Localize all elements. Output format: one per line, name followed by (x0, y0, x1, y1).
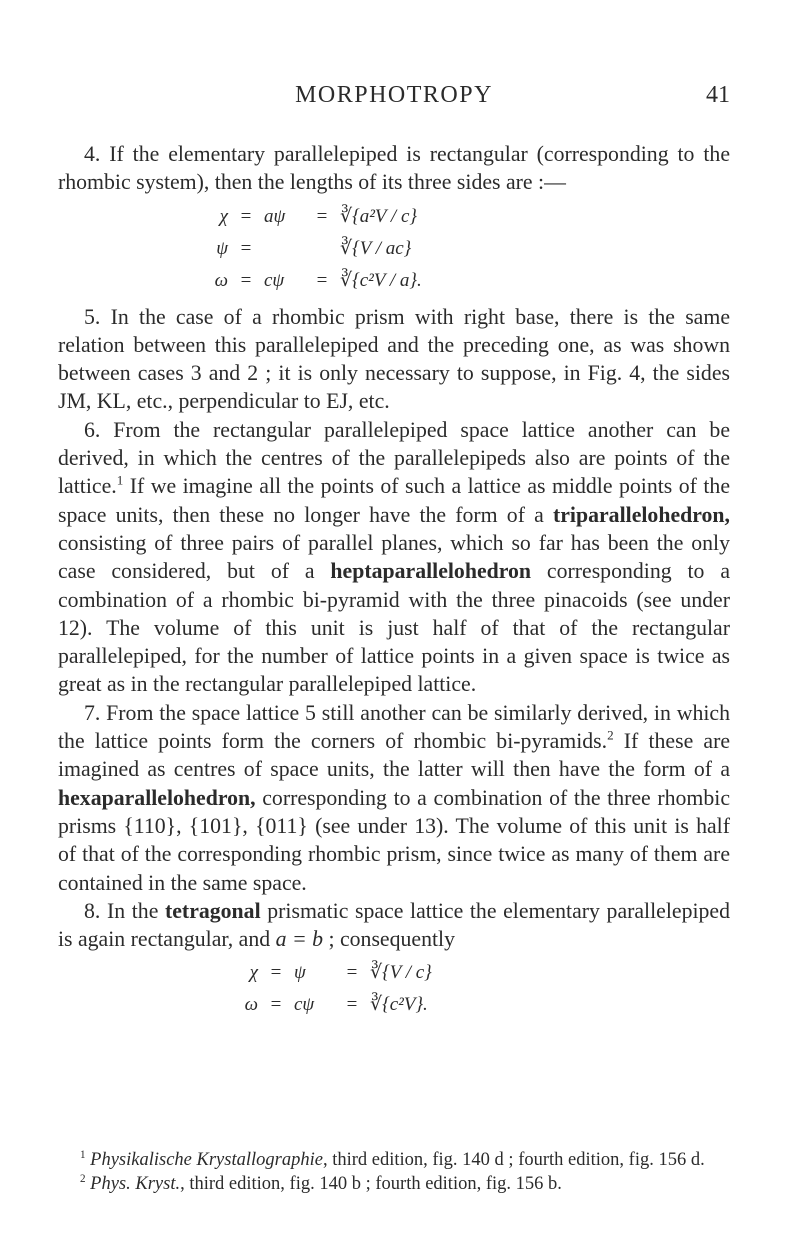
eq-rhs: ∛{a²V / c} (340, 205, 417, 227)
paragraph-5: 5. In the case of a rhombic prism with right base, there is the same relation between this parallelepiped and the preceding one, as was shown between cases 3 and 2 ; it is only necessary to suppose, in Fig. 4, the sides JM, KL, etc., perpendicular to EJ, etc. (58, 304, 730, 414)
footnote-title: Phys. Kryst. (90, 1174, 181, 1194)
eq-mid: ψ (294, 962, 306, 984)
eq-rhs: ∛{V / ac} (340, 237, 412, 259)
footnotes (58, 1148, 730, 1196)
equation-row (58, 201, 730, 233)
text-run: consisting of three pairs of parallel planes, which so far has been the only case considered, but of a (58, 530, 730, 584)
eq-lhs: ψ (216, 237, 228, 259)
equation-row (58, 233, 730, 265)
eq-op: = (240, 269, 252, 291)
footnote-ref: 2 (607, 727, 614, 743)
paragraph-8 (58, 897, 730, 954)
footnote-1 (58, 1148, 730, 1172)
eq-op: = (346, 962, 358, 984)
paragraph-4: 4. If the elementary parallelepiped is rectangular (corresponding to the rhombic system), then the lengths of its three sides are :— (58, 142, 730, 195)
eq-op: = (270, 994, 282, 1016)
equation-set-2 (58, 957, 730, 1021)
eq-op: = (240, 237, 252, 259)
equation-row (58, 989, 730, 1021)
text-run: If these are imagined as centres of space units, the latter will then have the form of a (58, 729, 730, 782)
eq-op: = (240, 205, 252, 227)
eq-op: = (346, 994, 358, 1016)
equation-set-1 (58, 201, 730, 297)
eq-op: = (316, 205, 328, 227)
eq-rhs: ∛{V / c} (370, 962, 432, 984)
equation-row (58, 957, 730, 989)
footnote-title: Physikalische Krystallographie (90, 1150, 323, 1170)
eq-op: = (270, 962, 282, 984)
text-run: ; consequently (323, 927, 455, 952)
equation-row (58, 265, 730, 297)
footnote-mark: 1 (80, 1148, 86, 1161)
text-run: If we imagine all the points of such a lattice as middle points of the space units, then these no longer have the form of a (58, 474, 730, 527)
footnote-ref: 1 (116, 473, 124, 489)
eq-rhs: ∛{c²V}. (370, 994, 428, 1016)
footnote-2 (58, 1172, 730, 1196)
eq-rhs: ∛{c²V / a}. (340, 269, 422, 291)
eq-lhs: χ (219, 205, 228, 227)
running-head: MORPHOTROPY (295, 82, 493, 108)
condition: a = b (275, 927, 324, 952)
text-run: 6. From the rectangular parallelepiped space lattice another can be derived, in which the centres of the parallelepipeds also are points of the lattice. (58, 417, 730, 499)
eq-lhs: ω (214, 269, 228, 291)
term-hexaparallelohedron: hexaparallelohedron, (58, 785, 256, 810)
eq-lhs: χ (249, 962, 258, 984)
text-run: corresponding to a combination of the three rhombic prisms {110}, {101}, {011} (see under 13). The volume of this unit is half of that of the corresponding rhombic prism, since twice as many of them are contained in the same space. (58, 785, 730, 895)
text-run: prismatic space lattice the elementary parallelepiped is again rectangular, and (58, 898, 731, 952)
body-text (58, 140, 730, 1027)
paragraph-7 (58, 699, 730, 897)
eq-op: = (316, 269, 328, 291)
footnote-mark: 2 (80, 1172, 86, 1185)
term-triparallelohedron: triparallelohedron, (553, 502, 730, 527)
eq-lhs: ω (244, 994, 258, 1016)
page-number: 41 (706, 82, 730, 108)
eq-mid: cψ (294, 994, 315, 1016)
page-header (58, 82, 730, 112)
footnote-text: , third edition, fig. 140 b ; fourth edition, fig. 156 b. (180, 1174, 562, 1194)
eq-mid: aψ (264, 205, 286, 227)
paragraph-6 (58, 416, 730, 699)
text-run: 7. From the space lattice 5 still another can be similarly derived, in which the lattice points form the corners of rhombic bi-pyramids. (58, 700, 730, 754)
term-tetragonal: tetragonal (165, 898, 261, 923)
eq-mid: cψ (264, 269, 285, 291)
term-heptaparallelohedron: heptaparallelohedron (330, 559, 532, 584)
footnote-text: , third edition, fig. 140 d ; fourth edition, fig. 156 d. (322, 1150, 705, 1170)
text-run: 8. In the (84, 898, 165, 923)
text-run: corresponding to a combination of a rhombic bi-pyramid with the three pinacoids (see under 12). The volume of this unit is just half of that of the rectangular parallelepiped, for the number of lattice points in a given space is twice as great as in the rectangular parallelepiped lattice. (58, 559, 730, 697)
